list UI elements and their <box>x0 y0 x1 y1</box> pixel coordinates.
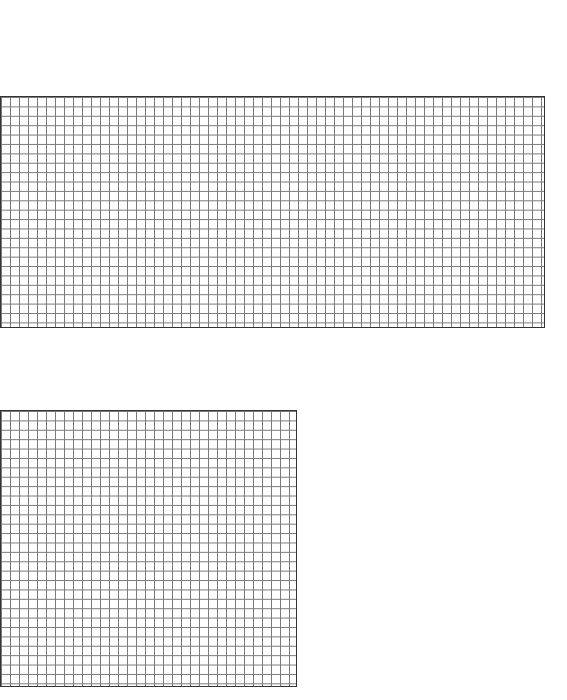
knitting-chart-bottom <box>0 410 297 687</box>
knitting-chart-top <box>0 96 545 328</box>
crochet-chain-border <box>4 347 557 361</box>
